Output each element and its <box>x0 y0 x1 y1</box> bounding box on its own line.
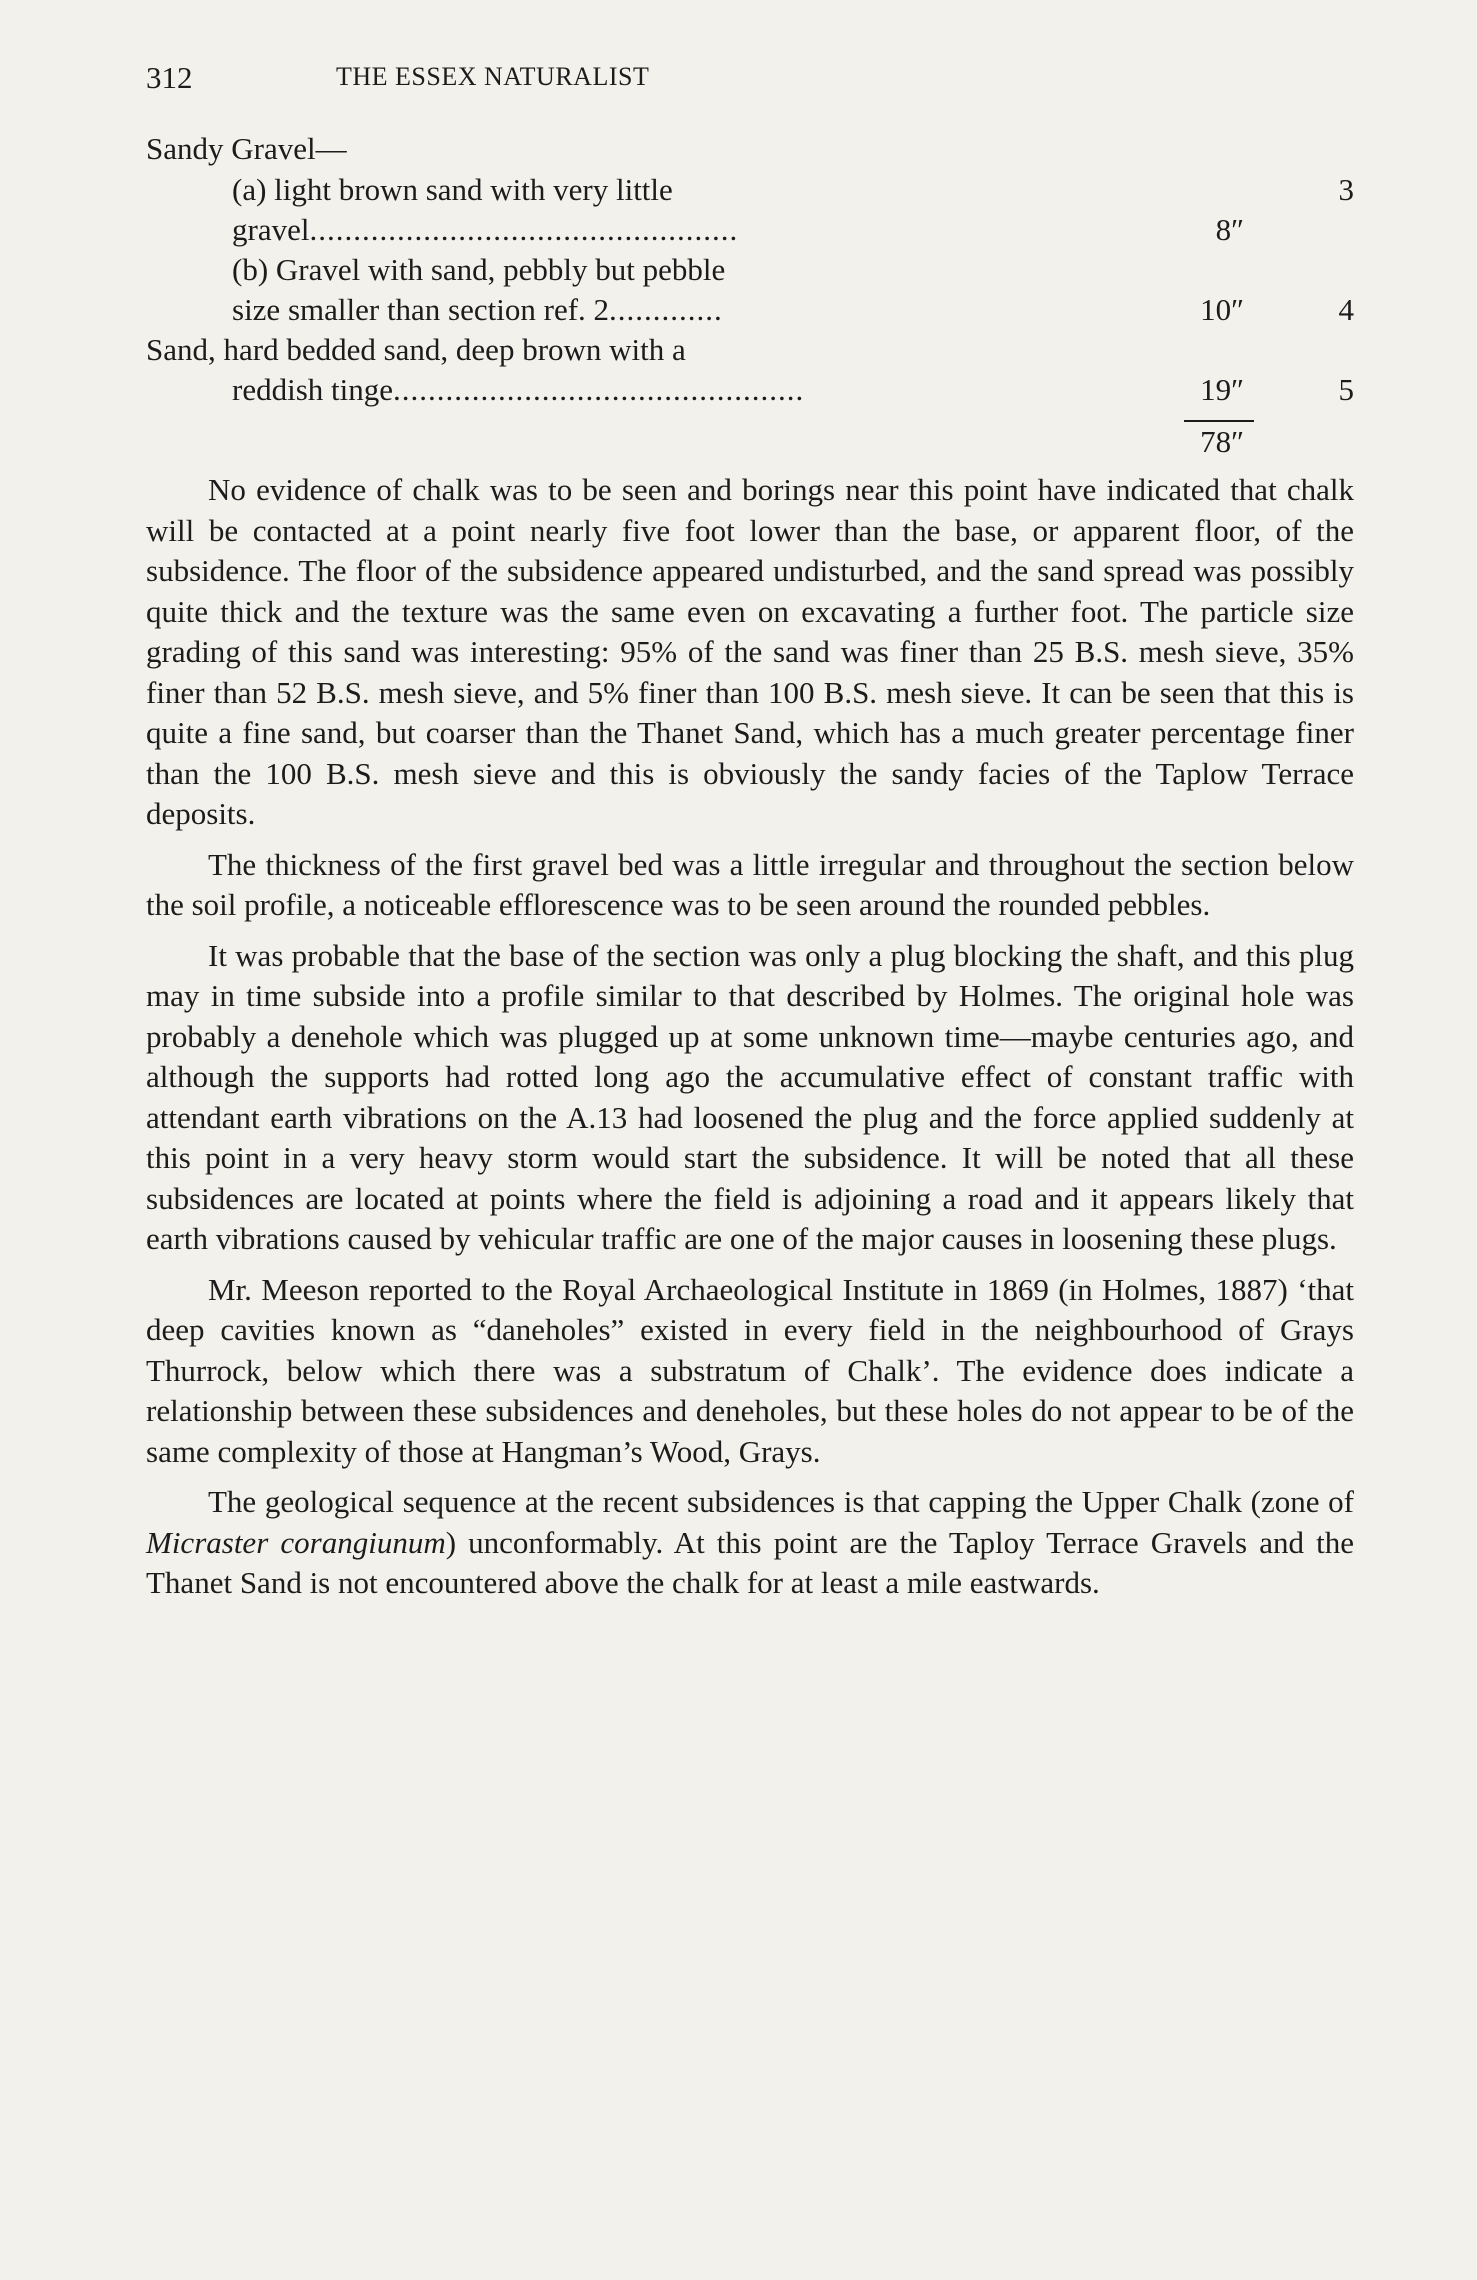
section-heading: Sandy Gravel— <box>146 131 347 166</box>
page-number: 312 <box>146 60 193 95</box>
layer-ref: 3 <box>1338 172 1354 207</box>
paragraph-text: The geological sequence at the recent subsidences is that capping the Upper Chalk (zone of <box>208 1484 1354 1519</box>
layer-description-cont: reddish tinge <box>232 372 393 407</box>
page-header <box>146 60 1354 100</box>
paragraph: The thickness of the first gravel bed was a little irregular and throughout the section below the soil profile, a noticeable efflorescence was to be seen around the rounded pebbles. <box>146 846 1354 922</box>
dot-leader: ................................................. <box>309 212 739 247</box>
layer-description-cont: size smaller than section ref. 2 <box>232 292 610 327</box>
layer-depth: 8″ <box>1215 212 1244 247</box>
layer-ref: 5 <box>1338 372 1354 407</box>
total-line <box>146 420 1354 460</box>
layer-description: Sand, hard bedded sand, deep brown with a <box>146 332 686 367</box>
species-name: Micraster corangiunum <box>146 1524 446 1560</box>
layer-description: (a) light brown sand with very little <box>232 172 673 207</box>
layer-row <box>146 250 1354 330</box>
layer-row <box>146 330 1354 410</box>
layer-depth: 19″ <box>1200 372 1244 407</box>
page-content <box>146 128 1354 1604</box>
paragraph-text: ) unconformably. At this point are the Taploy Terrace Gravels and the Thanet Sand is not encountered above the chalk for at least a mile eastwards. <box>146 1524 1354 1600</box>
paragraph: No evidence of chalk was to be seen and borings near this point have indicated that chalk will be contacted at a point nearly five foot lower than the base, or apparent floor, of the subsidence. The floor of the subsidence appeared undisturbed, and the sand spread was possibly quite thick and the texture was the same even on excavating a further foot. The particle size grading of this sand was interesting: 95% of the sand was finer than 25 B.S. mesh sieve, 35% finer than 52 B.S. mesh sieve, and 5% finer than 100 B.S. mesh sieve. It can be seen that this is quite a fine sand, but coarser than the Thanet Sand, which has a much greater percentage finer than the 100 B.S. mesh sieve and this is obviously the sandy facies of the Taplow Terrace deposits. <box>146 472 1354 831</box>
dot-leader: ............. <box>609 292 723 327</box>
layer-ref: 4 <box>1338 292 1354 327</box>
layer-description-cont: gravel <box>232 212 310 247</box>
paragraph <box>146 1482 1354 1604</box>
paragraph: Mr. Meeson reported to the Royal Archaeological Institute in 1869 (in Holmes, 1887) ‘that deep cavities known as “daneholes” existed in every field in the neighbourhood of Grays Thurrock, below which there was a substratum of Chalk’. The evidence does indicate a relationship between these subsidences and deneholes, but these holes do not appear to be of the same complexity of those at Hangman’s Wood, Grays. <box>146 1271 1354 1469</box>
paragraph: It was probable that the base of the section was only a plug blocking the shaft, and this plug may in time subside into a profile similar to that described by Holmes. The original hole was probably a denehole which was plugged up at some unknown time—maybe centuries ago, and although the supports had rotted long ago the accumulative effect of constant traffic with attendant earth vibrations on the A.13 had loosened the plug and the force applied suddenly at this point in a very heavy storm would start the subsidence. It will be noted that all these subsidences are located at points where the field is adjoining a road and it appears likely that earth vibrations caused by vehicular traffic are one of the major causes in loosening these plugs. <box>146 937 1354 1256</box>
layer-depth: 10″ <box>1200 292 1244 327</box>
running-title: THE ESSEX NATURALIST <box>336 62 650 91</box>
layer-description: (b) Gravel with sand, pebbly but pebble <box>232 252 726 287</box>
dot-leader: ............................................... <box>393 372 805 407</box>
total-depth: 78″ <box>1200 424 1244 459</box>
layer-row <box>146 170 1354 250</box>
total-rule <box>1184 420 1254 422</box>
